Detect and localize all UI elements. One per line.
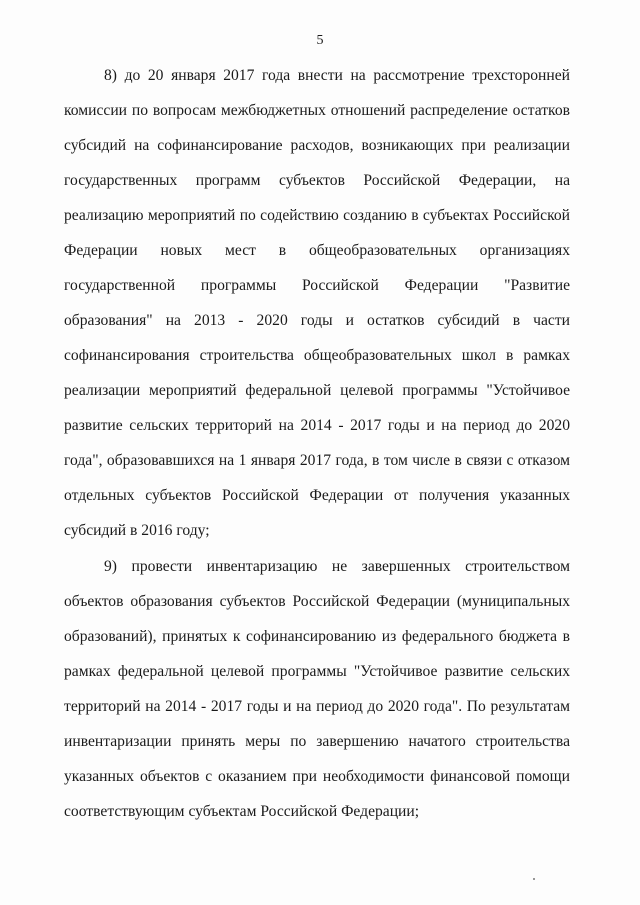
paragraph-item-8: [64, 58, 570, 548]
text-line: образования" на 2013 - 2020 годы и остатков субсидий в части: [64, 312, 570, 329]
text-line: софинансирования строительства общеобразовательных школ в рамках: [64, 347, 570, 364]
text-line: объектов образования субъектов Российской Федерации (муниципальных: [64, 593, 570, 610]
text-line: субсидий в 2016 году;: [64, 522, 210, 539]
text-line: государственных программ субъектов Российской Федерации, на: [64, 172, 570, 189]
text-line: развитие сельских территорий на 2014 - 2017 годы и на период до 2020: [64, 417, 570, 434]
text-line: 9) провести инвентаризацию не завершенных строительством: [104, 558, 570, 575]
text-line: реализацию мероприятий по содействию созданию в субъектах Российской: [64, 207, 570, 224]
text-line: 8) до 20 января 2017 года внести на рассмотрение трехсторонней: [104, 67, 570, 84]
text-line: реализации мероприятий федеральной целевой программы "Устойчивое: [64, 382, 570, 399]
text-line: отдельных субъектов Российской Федерации от получения указанных: [64, 487, 570, 504]
text-line: инвентаризации принять меры по завершению начатого строительства: [64, 733, 570, 750]
text-line: государственной программы Российской Федерации "Развитие: [64, 277, 570, 294]
text-line: рамках федеральной целевой программы "Устойчивое развитие сельских: [64, 663, 570, 680]
page-number: 5: [316, 33, 324, 48]
scan-speck: [533, 878, 535, 880]
text-line: Федерации новых мест в общеобразовательных организациях: [64, 242, 570, 259]
text-line: комиссии по вопросам межбюджетных отношений распределение остатков: [64, 102, 570, 119]
paragraph-item-9: [64, 549, 570, 829]
text-line: года", образовавшихся на 1 января 2017 года, в том числе в связи с отказом: [64, 452, 570, 469]
text-line: соответствующим субъектам Российской Федерации;: [64, 803, 420, 820]
text-line: образований), принятых к софинансированию из федерального бюджета в: [64, 628, 570, 645]
text-line: указанных объектов с оказанием при необходимости финансовой помощи: [64, 768, 570, 785]
text-line: территорий на 2014 - 2017 годы и на период до 2020 года". По результатам: [64, 698, 570, 715]
text-line: субсидий на софинансирование расходов, возникающих при реализации: [64, 137, 570, 154]
